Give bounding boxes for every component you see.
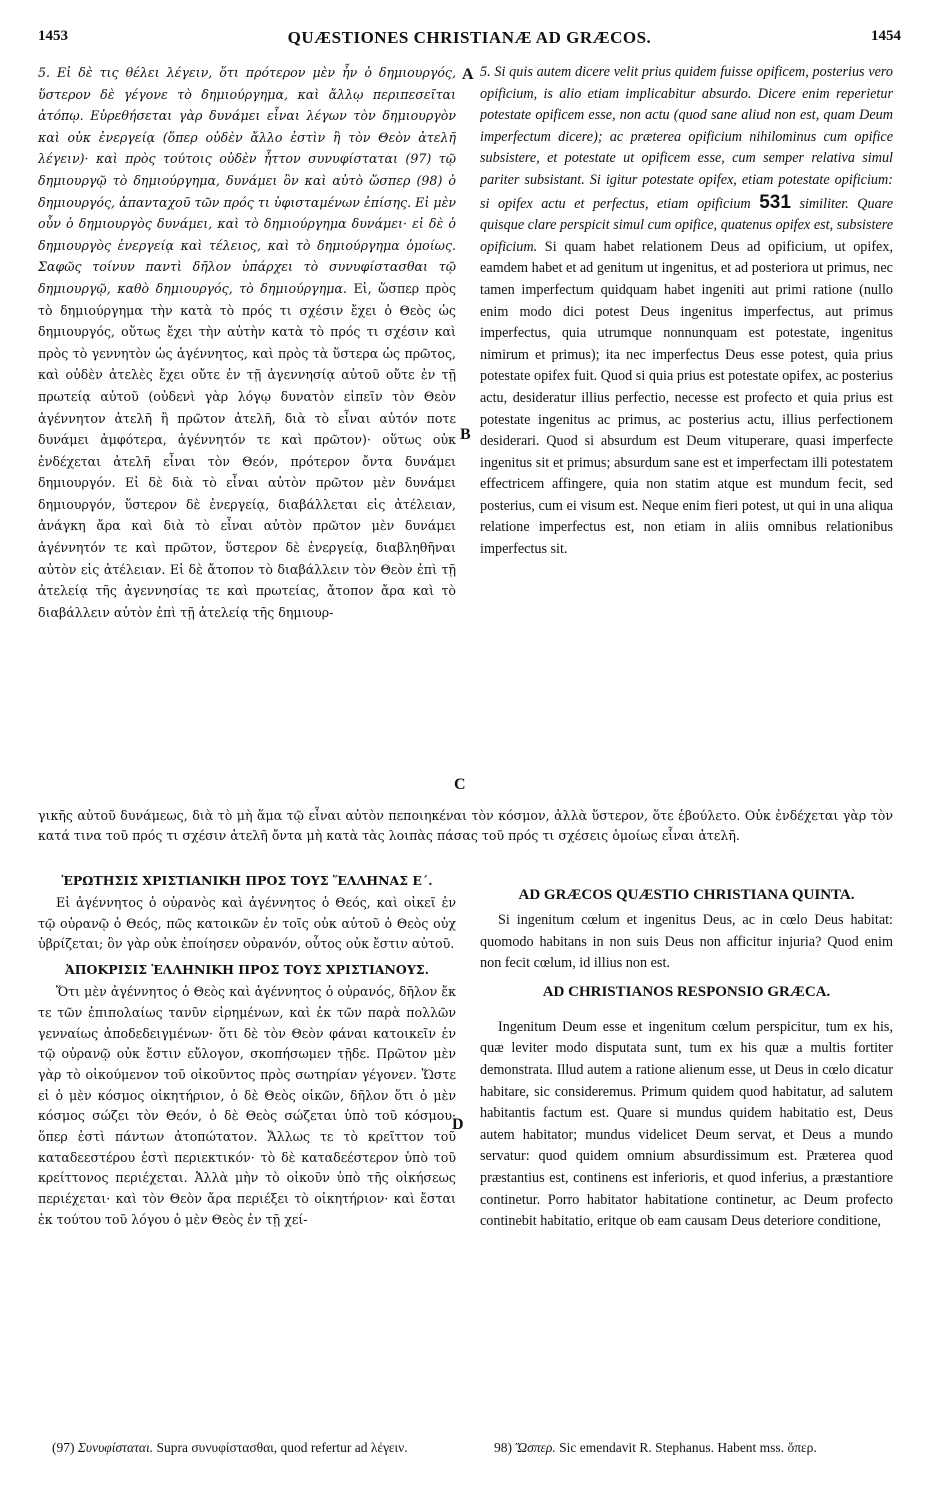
margin-marker-c: C <box>454 776 466 793</box>
footnote-number: (97) <box>52 1440 75 1455</box>
column-number: 531 <box>759 191 791 213</box>
footnote-97 <box>38 1438 456 1457</box>
latin-italic-text: 5. Si quis autem dicere velit prius quidem fuisse opificem, posterius vero opificium, is alio etiam implicabitur absurdo. Dicere enim reperietur potestate opificem esse, non actu (quod sane aliud non est, quam Deum imperfectum dicere); ac præterea opificium nihilominus cum opifice subsistere, et potestate ut opificem esse, cum semper relativa simul pariter subsistant. Si igitur potestate opifex, etiam potestate opificium: si opifex actu et perfectus, etiam opificium <box>480 64 893 212</box>
margin-marker-a: A <box>462 66 474 83</box>
greek-column-top <box>38 62 456 800</box>
page-number-left: 1453 <box>38 28 68 44</box>
greek-question-text: Εἰ ἀγέννητος ὁ οὐρανὸς καὶ ἀγέννητος ὁ Θεός, καὶ οἰκεῖ ἐν τῷ οὐρανῷ ὁ Θεός, πῶς κατοικῶν ἐν τοῖς οὐκ αὐτοῦ ὁ Θεὸς οὐχ ὑβρίζεται; ὃν γὰρ οὐκ ἐποίησεν οὐρανόν, οὗτος οὐκ ἔστιν αὐτοῦ. <box>38 895 456 952</box>
margin-marker-d: D <box>452 1116 464 1133</box>
greek-full-width-continuation: γικῆς αὐτοῦ δυνάμεως, διὰ τὸ μὴ ἅμα τῷ εἶναι αὐτὸν πεποιηκέναι τὸν κόσμον, ἀλλὰ ὕστερον, ὅτε ἐβούλετο. Οὐκ ἐνδέχεται γὰρ τὸν κατά τινα τοῦ πρός τι σχέσιν ἀτελῆ ὄντα μὴ κατὰ τὰς λοιπὰς πάσας τοῦ πρός τι σχέσεις ὁμοίως εἶναι ἀτελῆ. <box>38 808 893 843</box>
page-number-right: 1454 <box>871 28 901 44</box>
latin-answer-heading: AD CHRISTIANOS RESPONSIO GRÆCA. <box>542 983 831 1000</box>
running-title: QUÆSTIONES CHRISTIANÆ AD GRÆCOS. <box>287 28 652 47</box>
latin-italic-text-2: similiter. Quare quisque clare perspicit simul cum opifice, quatenus opifex est, subsistere opificium. <box>480 195 893 255</box>
greek-answer-heading: ἈΠΟΚΡΙΣΙΣ ἙΛΛΗΝΙΚΗ ΠΡΟΣ ΤΟΥΣ ΧΡΙΣΤΙΑΝΟΥΣ. <box>65 962 429 978</box>
footnote-text: Sic emendavit R. Stephanus. Habent mss. ὅπερ. <box>555 1440 817 1455</box>
greek-answer-text: Ὅτι μὲν ἀγέννητος ὁ Θεὸς καὶ ἀγέννητος ὁ οὐρανός, δῆλον ἔκ τε τῶν ἐπιπολαίως τανῦν εἰρημένων, καὶ ἐκ τῶν παρὰ πολλῶν γενναίως ἀποδεδειγμένων· ὅτι δὲ τὸν Θεὸν φάναι κατοικεῖν ἐν τῷ οὐρανῷ οὐκ ἔστιν εὔλογον, σκοπήσωμεν τῇδε. Πρῶτον μὲν γὰρ τὸ οἰκούμενον τοῦ οἰκοῦντος πρὸς σωτηρίαν γέγονεν. Ὥστε εἰ ὁ μὲν κόσμος οἰκητήριον, ὁ δὲ Θεὸς οἰκῶν, δῆλον ὅτι ὁ μὲν κόσμος σώζει τὸν Θεόν, ὁ δὲ Θεὸς σώζεται ὑπὸ τοῦ κόσμου· ὅπερ ἐστὶ πάντων ἀτοπώτατον. Ἄλλως τε τὸ κρεῖττον τοῦ καταδεεστέρου ἐστὶ περιεκτικόν· τὸ δὲ καταδεέστερον ὑπὸ τοῦ κρείττονος περιέχεται. Ἀλλὰ μὴν τὸ οἰκοῦν ὑπὸ τῆς οἰκήσεως περιέχεται· καὶ τὸν Θεὸν ἄρα περιέξει τὸ οἰκητήριον· καὶ ἔσται ἐκ τούτου τοῦ λόγου ὁ μὲν Θεὸς ἐν τῇ χεί- <box>38 984 456 1227</box>
footnote-text: Supra συνυφίστασθαι, quod refertur ad λέγειν. <box>153 1440 408 1455</box>
footnote-98 <box>480 1438 893 1457</box>
latin-column-top <box>480 62 893 800</box>
latin-roman-text: Si quam habet relationem Deus ad opificium, ut opifex, eamdem habet et ad genitum ut ingenitus, et ad posteriora ut primus, nec tamen imperfectum quidquam habet ingeniti aut primi ratione (nullo enim modo dici potest Deus ingenitus imperfectus, aut primus imperfectus, quia utrumque nonnunquam est potestate, ingenitus nimirum et primus); ita nec imperfectus Deus esse potest, quia prius potestate opifex fuit. Quod si quia prius est potestate opifex, ac posterius actu, desideratur illius perfectio, necesse est profecto et quia prius est potestate ingenitus ac primus, ac posterius actu, illius perfectionem desiderari. Quod si absurdum est Deum vituperare, quasi imperfecte ingenitus sit et primus; absurdum sane est et imperfectam illi potestatem effectricem affingere, quia non statim atque est mundum fecit, sed posterius, cum ei visum est. Neque enim fieri potest, ut qui in una aliqua relatione imperfectus est, non etiam in aliis omnibus relationibus imperfectus sit. <box>480 238 893 558</box>
latin-question-heading: AD GRÆCOS QUÆSTIO CHRISTIANA QUINTA. <box>518 887 855 903</box>
footnote-number: 98) <box>494 1440 512 1455</box>
margin-marker-b: B <box>460 426 471 443</box>
greek-italic-text: 5. Εἰ δὲ τις θέλει λέγειν, ὅτι πρότερον μὲν ἦν ὁ δημιουργός, ὕστερον δὲ γέγονε τὸ δημιούργημα, καὶ ἄλλῳ περιπεσεῖται ἀτόπῳ. Εὑρεθήσεται γὰρ δυνάμει εἶναι λέγων τὸν δημιουργὸν καὶ οὐκ ἐνεργείᾳ (ὅπερ οὐδὲν ἄλλο ἐστὶν ἢ τὸν Θεὸν ἀτελῆ λέγειν)· καὶ πρὸς τούτοις οὐδὲν ἧττον συνυφίσταται (97) τῷ δημιουργῷ τὸ δημιούργημα, δυνάμει ὂν καὶ αὐτὸ ὥσπερ (98) ὁ δημιουργός, ἁπανταχοῦ τῶν πρός τι ὑφισταμένων ἐπίσης. Εἰ μὲν οὖν ὁ δημιουργὸς δυνάμει, καὶ τὸ δημιούργημα δυνάμει· εἰ δὲ ὁ δημιουργὸς ἐνεργείᾳ καὶ τέλειος, καὶ τὸ δημιούργημα ὁμοίως. Σαφῶς τοίνυν παντὶ δῆλον ὑπάρχει τὸ συνυφίστασθαι τῷ δημιουργῷ, καθὸ δημιουργός, τὸ δημιούργημα. <box>38 65 456 296</box>
greek-column-bottom <box>38 872 456 1432</box>
greek-paragraph-5 <box>38 62 456 623</box>
latin-paragraph-5 <box>480 62 893 561</box>
footnote-lemma: Συνυφίσταται. <box>77 1440 154 1455</box>
latin-column-bottom <box>480 886 893 1432</box>
footnote-lemma: Ὥσπερ. <box>515 1440 556 1455</box>
latin-question-text: Si ingenitum cœlum et ingenitus Deus, ac in cœlo Deus habitat: quomodo habitans in non suis Deus non afficitur injuria? Quod enim non fecit cœlum, id illius non est. <box>480 912 893 972</box>
latin-answer-text: Ingenitum Deum esse et ingenitum cœlum perspicitur, tum ex his, quæ leviter modo disputata sunt, tum ex his quæ a multis fortiter demonstrata. Illud autem a ratione alienum esse, ut Deus in cœlo dicatur habitare, sic consideremus. Primum quidem quod habitatur, ad salutem habitantis factum est. Quare si mundus quidem habitatio est, Deus autem habitator; mundus videlicet Deum servat, et Deus a mundo servatur: quod quidem omnium absurdissimum est. Præterea quod præstantius est, continens est inferioris, et quod inferius, a præstantiore continetur. Porro habitator habitatione continetur, ac Deum profecto continebit habitatio, eritque ob eam causam Deus deteriore conditione, <box>480 1018 893 1230</box>
greek-roman-text: Εἰ, ὥσπερ πρὸς τὸ δημιούργημα τὴν κατὰ τὸ πρός τι σχέσιν ἔχει ὁ Θεὸς ὡς δημιουργός, οὕτως ἔχει τὴν αὐτὴν κατὰ τὸ πρός τι σχέσιν καὶ πρὸς τὸ γεννητὸν ὡς ἀγέννητος, καὶ πρὸς τὰ ὕστερα ὡς πρῶτος, καὶ οὐδὲν ἀτελὲς ἔχει οὔτε ἐν τῇ ἀγεννησίᾳ αὐτοῦ οὔτε ἐν τῇ πρωτείᾳ αὐτοῦ (οὐδενὶ γὰρ λόγῳ δυνατὸν εἰπεῖν τὸν Θεὸν ἀγέννητον ἀτελῆ ἢ πρῶτον ἀτελῆ, διὰ τὸ εἶναι αὐτόν ποτε δυνάμει ἀμφότερα, ἀγέννητόν τε καὶ πρῶτον)· οὕτως οὐκ ἐνδέχεται ἀτελῆ εἶναι τὸν Θεόν, πρότερον ὄντα δυνάμει δημιουργόν. Εἰ δὲ διὰ τὸ εἶναι αὐτὸν πρῶτον μὲν δυνάμει δημιουργόν, ὕστερον δὲ ἐνεργείᾳ, διαβάλλεται εἰς ἀτέλειαν, ἀνάγκη ἄρα καὶ διὰ τὸ εἶναι αὐτὸν πρῶτον μὲν δυνάμει ἀγέννητόν τε καὶ πρῶτον, ὕστερον δὲ ἐνεργείᾳ, διαβληθῆναι αὐτὸν εἰς ἀτέλειαν. Εἰ δὲ ἄτοπον τὸ διαβάλλειν τὸν Θεὸν ἐπὶ τῇ ἀτελείᾳ τῆς ἀγεννησίας τε καὶ πρωτείας, ἄτοπον ἄρα καὶ τὸ διαβάλλειν αὐτὸν ἐπὶ τῇ ἀτελείᾳ τῆς δημιουρ- <box>38 280 456 620</box>
greek-question-heading: ἘΡΩΤΗΣΙΣ ΧΡΙΣΤΙΑΝΙΚΗ ΠΡΟΣ ΤΟΥΣ ἝΛΛΗΝΑΣ Ε΄. <box>61 873 433 888</box>
page-header <box>38 28 901 52</box>
